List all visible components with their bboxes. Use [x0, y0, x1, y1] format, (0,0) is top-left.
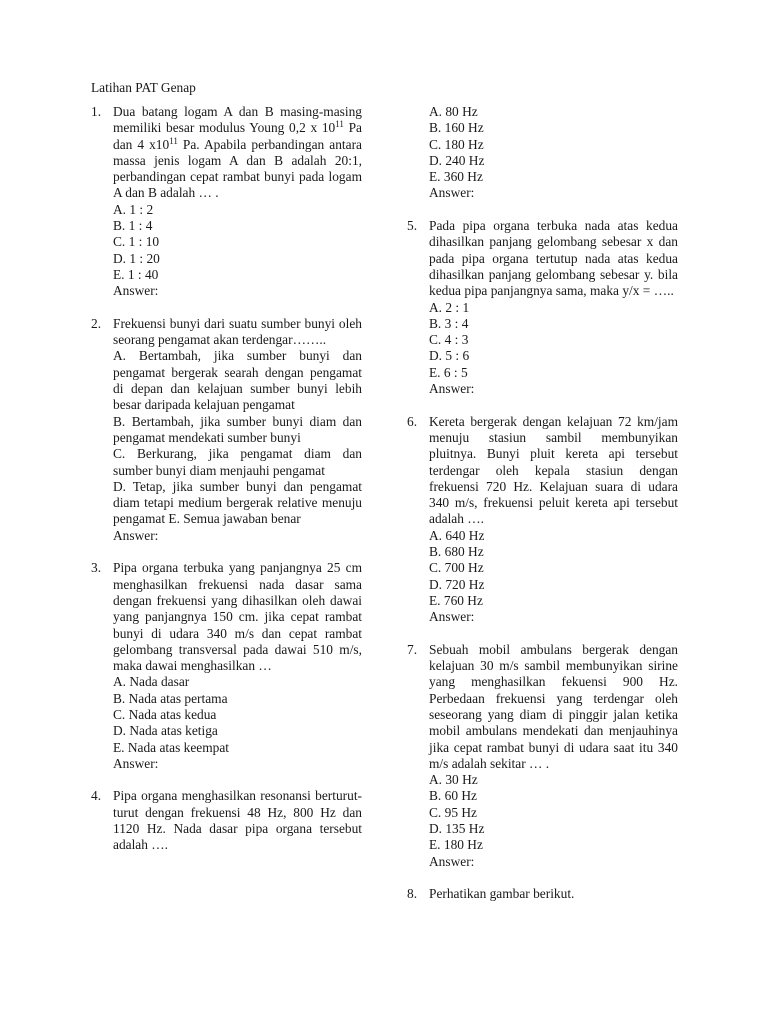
question-number: 5. [407, 218, 418, 234]
option: D. 240 Hz [429, 152, 485, 168]
option: E. Nada atas keempat [113, 739, 229, 755]
option: C. 95 Hz [429, 804, 477, 820]
question-8 [407, 886, 678, 902]
question-5 [407, 218, 678, 397]
option: A. Bertambah, jika sumber bunyi dan pengamat bergerak searah dengan pengamat di depan dan kelajuan sumber bunyi lebih besar daripada kelajuan pengamat [113, 348, 362, 413]
left-column [91, 104, 362, 870]
option: A. 640 Hz [429, 527, 485, 543]
question-number: 7. [407, 641, 418, 657]
option: D. 720 Hz [429, 576, 485, 592]
option: B. Nada atas pertama [113, 690, 228, 706]
answer-label: Answer: [429, 609, 475, 625]
answer-label: Answer: [113, 527, 159, 543]
option: B. Bertambah, jika sumber bunyi diam dan pengamat mendekati sumber bunyi [113, 413, 362, 445]
question-stem: Frekuensi bunyi dari suatu sumber bunyi oleh seorang pengamat akan terdengar…….. [113, 315, 362, 348]
question-stem: Kereta bergerak dengan kelajuan 72 km/jam menuju stasiun sambil membunyikan pluitnya. Bunyi pluit kereta api tersebut terdengar oleh kepala stasiun dengan frekuensi 720 Hz. Kelajuan suara di udara 340 m/s, frekuensi peluit kereta api tersebut adalah …. [429, 413, 678, 527]
option: C. 700 Hz [429, 560, 484, 576]
option: C. Nada atas kedua [113, 706, 217, 722]
question-stem: Pada pipa organa terbuka nada atas kedua dihasilkan panjang gelombang sebesar x dan pada pipa organa tertutup nada atas kedua dihasilkan panjang gelombang sebesar y. bila kedua pipa panjangnya sama, maka y/x = ….. [429, 218, 678, 299]
question-4 [91, 788, 362, 853]
option: B. 1 : 4 [113, 218, 153, 234]
question-stem: Dua batang logam A dan B masing-masing memiliki besar modulus Young 0,2 x $10^{11}$ Pa dan 4 $x10^{11}$ Pa. Apabila perbandingan antara massa jenis logam A dan B adalah 20:1, perbandingan cepat rambat bunyi pada logam A dan B adalah … . [113, 104, 362, 201]
question-6 [407, 414, 678, 626]
option: B. 3 : 4 [429, 315, 469, 331]
option: D. 5 : 6 [429, 348, 470, 364]
option: D. 1 : 20 [113, 250, 160, 266]
option: E. 360 Hz [429, 169, 483, 185]
question-number: 6. [407, 413, 418, 429]
option: B. 60 Hz [429, 788, 477, 804]
answer-label: Answer: [429, 853, 475, 869]
answer-label: Answer: [113, 755, 159, 771]
question-stem: Pipa organa menghasilkan resonansi berturut-turut dengan frekuensi 48 Hz, 800 Hz dan 1120 Hz. Nada dasar pipa organa tersebut adalah …. [113, 788, 362, 853]
option: E. 180 Hz [429, 837, 483, 853]
option: C. 1 : 10 [113, 234, 160, 250]
option: C. Berkurang, jika pengamat diam dan sumber bunyi diam menjauhi pengamat [113, 446, 362, 478]
question-1 [91, 104, 362, 300]
option: C. 4 : 3 [429, 332, 469, 348]
option: D. Tetap, jika sumber bunyi dan pengamat diam tetapi medium bergerak relative menuju pengamat E. Semua jawaban benar [113, 478, 362, 527]
option: B. 160 Hz [429, 120, 484, 136]
answer-label: Answer: [113, 283, 159, 299]
option: D. 135 Hz [429, 821, 485, 837]
answer-label: Answer: [429, 185, 475, 201]
option: A. Nada dasar [113, 674, 190, 690]
question-2 [91, 316, 362, 544]
option: E. 760 Hz [429, 592, 483, 608]
option: D. Nada atas ketiga [113, 723, 218, 739]
question-number: 8. [407, 886, 418, 902]
question-number: 3. [91, 560, 102, 576]
answer-label: Answer: [429, 381, 475, 397]
question-stem: Perhatikan gambar berikut. [429, 886, 575, 902]
question-stem: Pipa organa terbuka yang panjangnya 25 cm menghasilkan frekuensi nada dasar sama dengan frekuensi yang dihasilkan oleh dawai yang panjangnya 150 cm. jika cepat rambat bunyi di udara 340 m/s dan cepat rambat gelombang transversal pada dawai 510 m/s, maka dawai menghasilkan … [113, 560, 362, 674]
option: C. 180 Hz [429, 136, 484, 152]
question-number: 1. [91, 104, 102, 119]
page-title: Latihan PAT Genap [91, 80, 196, 95]
question-4-options [407, 104, 678, 202]
question-7 [407, 642, 678, 870]
option: B. 680 Hz [429, 544, 484, 560]
question-number: 2. [91, 315, 102, 331]
right-column [407, 104, 678, 919]
question-number: 4. [91, 788, 102, 804]
option: A. 30 Hz [429, 772, 478, 788]
question-stem: Sebuah mobil ambulans bergerak dengan kelajuan 30 m/s sambil membunyikan sirine yang menghasilkan fekuensi 900 Hz. Perbedaan frekuensi yang terdengar oleh seseorang yang diam di pinggir jalan ketika mobil ambulans mendekati dan menjauhinya jika cepat rambat bunyi di udara saat itu 340 m/s adalah sekitar … . [429, 641, 678, 771]
option: A. 80 Hz [429, 104, 478, 119]
option: A. 2 : 1 [429, 299, 470, 315]
option: A. 1 : 2 [113, 201, 154, 217]
option: E. 1 : 40 [113, 266, 159, 282]
question-3 [91, 560, 362, 772]
option: E. 6 : 5 [429, 364, 468, 380]
